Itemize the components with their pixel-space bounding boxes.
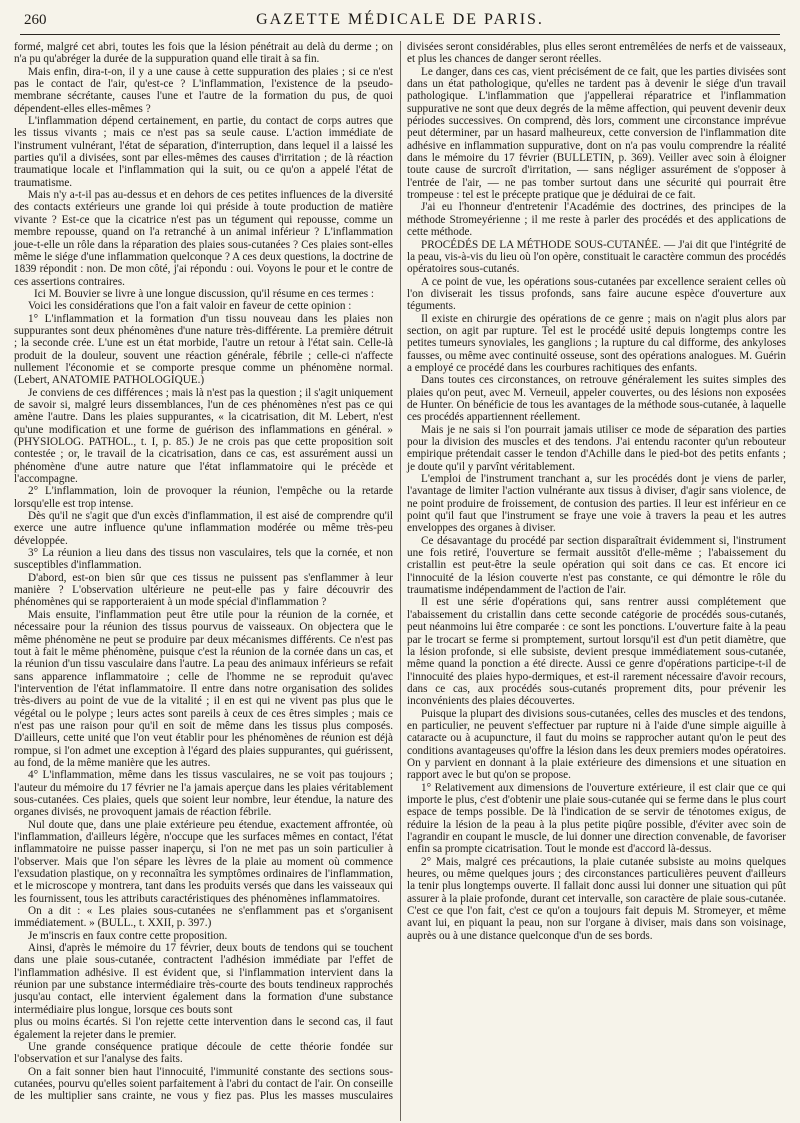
left-paragraph: 1° L'inflammation et la formation d'un tissu nouveau dans les plaies non suppurantes sont deux phénomènes d'une nature très-différente. La première détruit ; la seconde crée. L'une est un état morbide, l'autre un retour à l'état sain. Celle-là produit de la douleur, souvent une réaction générale, fébrile ; celle-ci n'affecte nullement l'économie et se comporte presque comme un phénomène normal. (Lebert, ANATOMIE PATHOLOGIQUE.) xyxy=(14,312,393,387)
left-paragraph: 2° L'inflammation, loin de provoquer la réunion, l'empêche ou la retarde lorsqu'elle est trop intense. xyxy=(14,485,393,510)
right-paragraph: Puisque la plupart des divisions sous-cutanées, celles des muscles et des tendons, en particulier, ne peuvent s'effectuer par rupture ni à l'aide d'une simple aiguille à cataracte ou à acupuncture, il faut du moins se rapprocher autant qu'on le peut des conditions avantageuses qu'offre la lésion dans les deux premiers modes opératoires. On y parvient en donnant à la plaie extérieure des dimensions et une situation en rapport avec le but qu'on se propose. xyxy=(407,707,786,782)
left-paragraph: Je conviens de ces différences ; mais là n'est pas la question ; il s'agit uniquement de savoir si, malgré leurs dissemblances, l'un de ces phénomènes n'est pas ce qui amène l'autre. Dans les plaies suppurantes, « la cicatrisation, dit M. Lebert, n'est qu'une modification et une forme de guérison des inflammations en général. » (PHYSIOLOG. PATHOL., t. I, p. 85.) Je ne crois pas que cette proposition soit contestée ; or, le travail de la cicatrisation, dans ce cas, est assurément aussi un phénomène d'une autre nature que l'état inflammatoire qui le précède et l'accompagne. xyxy=(14,386,393,486)
left-paragraph: D'abord, est-on bien sûr que ces tissus ne puissent pas s'enflammer à leur manière ? L'observation ultérieure ne peut-elle pas y faire découvrir des phénomènes qui se rapporteraient à un mode spécial d'inflammation ? xyxy=(14,571,393,609)
left-paragraph: Dès qu'il ne s'agit que d'un excès d'inflammation, il est aisé de comprendre qu'il exerce une autre influence qu'une inflammation modérée ou même très-peu développée. xyxy=(14,510,393,547)
right-paragraph: A ce point de vue, les opérations sous-cutanées par excellence seraient celles où l'on diviserait les tissus profonds, sans faire aucune espèce d'ouverture aux téguments. xyxy=(407,275,786,313)
article-body xyxy=(14,41,786,1121)
left-paragraph: Je m'inscris en faux contre cette proposition. xyxy=(28,929,228,942)
right-paragraph: On a fait sonner bien haut l'innocuité, l'immunité constante des sections sous-cutanées, pourvu qu'elles soient parfaitement à l'abri du contact de l'air. On conseille de les multiplier sans crainte, ne vous y fiez pas. Plus les masses musculaires divisées seront considérables, plus elles seront entremêlées de nerfs et de vaisseaux, et plus les chances de danger seront réelles. xyxy=(14,41,786,1103)
left-paragraph: Ici M. Bouvier se livre à une longue discussion, qu'il résume en ces termes : xyxy=(34,287,375,300)
right-paragraph: PROCÉDÉS DE LA MÉTHODE SOUS-CUTANÉE. — J'ai dit que l'intégrité de la peau, vis-à-vis du lieu où l'on opère, constituait le caractère commun des procédés opératoires sous-cutanés. xyxy=(407,238,786,276)
left-paragraph: Ainsi, d'après le mémoire du 17 février, deux bouts de tendons qui se touchent dans une plaie sous-cutanée, contractent l'adhésion immédiate par l'effet de l'inflammation adhésive. Il est évident que, si l'inflammation intervient dans la réunion par une substance intermédiaire très-courte des bouts tendineux rapprochés jusqu'au contact, elle intervient également dans la formation d'une substance intermédiaire plus longue, lorsque ces bouts sont xyxy=(14,942,393,1016)
right-paragraph: 1° Relativement aux dimensions de l'ouverture extérieure, il est clair que ce qui importe le plus, c'est d'obtenir une plaie sous-cutanée qui se ferme dans le plus court espace de temps possible. De là l'indication de se servir de ténotomes exigus, de réduire la lésion de la peau à la plus petite piqûre possible, d'éviter avec soin de l'agrandir en coupant le muscle, de lui donner une direction convenable, de favoriser enfin sa prompte cicatrisation. Tout le monde est d'accord là-dessus. xyxy=(407,781,786,856)
left-paragraph: Nul doute que, dans une plaie extérieure peu étendue, exactement affrontée, où l'inflammation, d'ailleurs légère, n'occupe que les surfaces mêmes en contact, l'état inflammatoire ne puisse passer inaperçu, si l'on ne met pas un soin particulier à l'observer. Mais que l'on sépare les lèvres de la plaie au moment où commence l'exsudation plastique, on y reconnaîtra les symptômes ordinaires de l'inflammation, et le microscope y montrera, tant dans les produits versés que dans les vaisseaux qui les fournissent, tous les attributs caractéristiques des phénomènes inflammatoires. xyxy=(14,818,393,905)
left-paragraph: Voici les considérations que l'on a fait valoir en faveur de cette opinion : xyxy=(28,300,352,313)
right-paragraph: Une grande conséquence pratique découle de cette théorie fondée sur l'observation et sur l'analyse des faits. xyxy=(14,1040,393,1066)
right-paragraph: plus ou moins écartés. Si l'on rejette cette intervention dans le second cas, il faut également la rejeter dans le premier. xyxy=(14,1016,393,1041)
left-paragraph: L'inflammation dépend certainement, en partie, du contact de corps autres que les tissus vivants ; mais ce n'est pas sa seule cause. L'action immédiate de l'instrument vulnérant, l'état de séparation, d'interruption, dans lequel il a laissé les parties qu'il a divisées, sont par elles-mêmes des causes d'irritation ; de là réaction traumatique locale et l'inflammation qui la suit, ou ce qu'on a appelé l'état de traumatisme. xyxy=(14,115,393,189)
left-paragraph: 4° L'inflammation, même dans les tissus vasculaires, ne se voit pas toujours ; l'auteur du mémoire du 17 février ne l'a jamais aperçue dans les plaies véritablement sous-cutanées. Ces plaies, quels que soient leur nombre, leur étendue, la nature des organes divisés, ne provoquent jamais de réaction fébrile. xyxy=(14,769,393,819)
left-paragraph: 3° La réunion a lieu dans des tissus non vasculaires, tels que la cornée, et non susceptibles d'inflammation. xyxy=(14,547,393,572)
right-paragraph: Ce désavantage du procédé par section disparaîtrait évidemment si, l'instrument une fois retiré, l'ouverture se fermait aussitôt d'elle-même ; l'abaissement du cristallin est peut-être la seule opération qui soit dans ce cas. Et encore ici l'innocuité de la lésion couverte n'est pas constante, ce qui démontre le rôle du traumatisme indépendamment de l'action de l'air. xyxy=(407,534,786,597)
right-paragraph: Il est une série d'opérations qui, sans rentrer aussi complétement que l'abaissement du cristallin dans cette seconde catégorie de procédés sous-cutanés, peut néanmoins lui être comparée : ce sont les ponctions. L'ouverture faite à la peau par le trocart se ferme si promptement, surtout lorsqu'il est d'un petit diamètre, que la lésion profonde, si elle subsiste, devient presque immédiatement sous-cutanée, même quand la ponction a été directe. Aussi ce genre d'opérations participe-t-il de l'innocuité des plaies hypo-dermiques, et est-il rarement nécessaire d'avoir recours, dans ce cas, aux procédés sous-cutanés proprement dits, pour prévenir les inconvénients des plaies découvertes. xyxy=(407,596,786,708)
page-header xyxy=(20,10,780,35)
right-paragraph: Il existe en chirurgie des opérations de ce genre ; mais on n'agit plus alors par section, on agit par rupture. Tel est le procédé usité depuis longtemps contre les petites tumeurs synoviales, les ganglions ; la rupture du cal difforme, des ankyloses fausses, ou même avec continuité osseuse, sont des opérations analogues. M. Guérin a employé ce procédé dans les courbures rachitiques des enfants. xyxy=(407,312,786,374)
page-number: 260 xyxy=(24,12,47,28)
left-paragraph: Mais enfin, dira-t-on, il y a une cause à cette suppuration des plaies ; si ce n'est pas le contact de l'air, qu'est-ce ? L'inflammation, l'existence de la pseudo-membrane sécrétante, causes l'une et l'autre de la formation du pus, de quoi dépendent-elles elles-mêmes ? xyxy=(14,65,393,115)
left-paragraph: On a dit : « Les plaies sous-cutanées ne s'enflamment pas et s'organisent immédiatement. » (BULL., t. XXII, p. 397.) xyxy=(14,905,393,930)
journal-title: GAZETTE MÉDICALE DE PARIS. xyxy=(256,11,544,28)
left-paragraph: formé, malgré cet abri, toutes les fois que la lésion pénétrait au delà du derme ; on n'a pu qu'abréger la durée de la suppuration quand elle tirait à sa fin. xyxy=(14,41,393,66)
left-paragraph: Mais n'y a-t-il pas au-dessus et en dehors de ces petites influences de la diversité des contacts extérieurs une grande loi qui préside à toute production de matière vivante ? Est-ce que la cicatrice n'est pas un tégument qui repousse, comme un membre repousse, quand on l'a retranché à un animal inférieur ? L'inflammation joue-t-elle un rôle dans la réparation des plaies sous-cutanées ? Ces plaies sont-elles même le siége d'une inflammation quelconque ? A ces deux questions, la doctrine de 1839 répondit : non. De mon côté, j'ai répondu : oui. Voyons le pour et le contre de ces assertions contraires. xyxy=(14,189,393,288)
right-paragraph: J'ai eu l'honneur d'entretenir l'Académie des doctrines, des principes de la méthode Stromeyérienne ; il me reste à parler des procédés et des applications de cette méthode. xyxy=(407,201,786,239)
right-paragraph: L'emploi de l'instrument tranchant a, sur les procédés dont je viens de parler, l'avantage de limiter l'action vulnérante aux tissus à diviser, d'agir sans violence, de ne point produire de froissement, de contusion des parties. Il leur est inférieur en ce point qu'il faut que l'instrument se fraye une voie à travers la peau et les autres enveloppes des organes à diviser. xyxy=(407,473,786,535)
right-paragraph: 2° Mais, malgré ces précautions, la plaie cutanée subsiste au moins quelques heures, ou même quelques jours ; des circonstances particulières peuvent d'ailleurs la tenir plus longtemps ouverte. Il fallait donc aussi lui donner une situation qui pût assurer à la plaie profonde, durant cet intervalle, son caractère de plaie sous-cutanée. C'est ce que l'on fait, c'est ce qu'on a toujours fait depuis M. Stromeyer, et même avant lui, en piquant la peau, non sur l'organe à diviser, mais dans son voisinage, auprès ou à une distance quelconque d'un de ses bords. xyxy=(407,855,786,942)
right-paragraph: Dans toutes ces circonstances, on retrouve généralement les suites simples des plaies qu'on peut, avec M. Verneuil, appeler couvertes, ou des lésions non exposées de Hunter. On bénéficie de tous les avantages de la méthode sous-cutanée, à laquelle ces procédés appartiennent réellement. xyxy=(407,374,786,424)
right-paragraph: Le danger, dans ces cas, vient précisément de ce fait, que les parties divisées sont dans un état pathologique, qu'elles ne tardent pas à devenir le siége d'un travail pathologique. L'inflammation que j'appellerai réparatrice et l'inflammation suppurative ne sont que deux degrés de la même affection, qui peuvent devenir deux périodes successives. On comprend, dès lors, comment une circonstance imprévue peut déterminer, par un hasard malheureux, cette conversion de l'inflammation dite adhésive en inflammation suppurative, dont on n'a pas voulu comprendre la réalité dans le mémoire du 17 février (BULLETIN, p. 369). Veiller avec soin à éloigner toute cause de surcroît d'irritation, — sans négliger assurément de s'opposer à l'entrée de l'air, — ne pas tomber surtout dans une sécurité qui pourrait être trompeuse : tel est le précepte pratique que je déduirai de ce fait. xyxy=(407,65,786,202)
left-paragraph: Mais ensuite, l'inflammation peut être utile pour la réunion de la cornée, et nécessaire pour la réunion des tissus pourvus de vaisseaux. On objectera que le même phénomène ne peut se produire par deux mécanismes différents. Ce n'est pas tout à fait le même phénomène, puisque c'est la réunion de la cornée dans un cas, et la réunion d'un tissu vasculaire dans l'autre. La peau des animaux inférieurs se refait sans apparence inflammatoire ; celle de l'homme ne se reproduit qu'avec l'intervention de l'état inflammatoire. Il entre dans notre organisation des solides très-divers au point de vue de la vitalité ; il en est qui ne vivent pas plus que le végétal ou le polype ; leurs actes sont pareils à ceux de ces êtres simples ; mais ce n'est pas une raison pour qu'il en soit de même dans les tissus plus composés. D'ailleurs, cette unité que l'on veut établir pour les phénomènes de réunion est déjà rompue, si l'on admet une exception à l'égard des plaies suppurantes, qui guérissent, au fond, de la même manière que les autres. xyxy=(14,608,393,769)
right-paragraph: Mais je ne sais si l'on pourrait jamais utiliser ce mode de séparation des parties pour la division des muscles et des tendons. J'ai entendu raconter qu'un rebouteur empirique prétendait casser le tendon d'Achille dans le pied-bot des petits enfants ; je doute qu'il y parvînt véritablement. xyxy=(407,423,786,473)
